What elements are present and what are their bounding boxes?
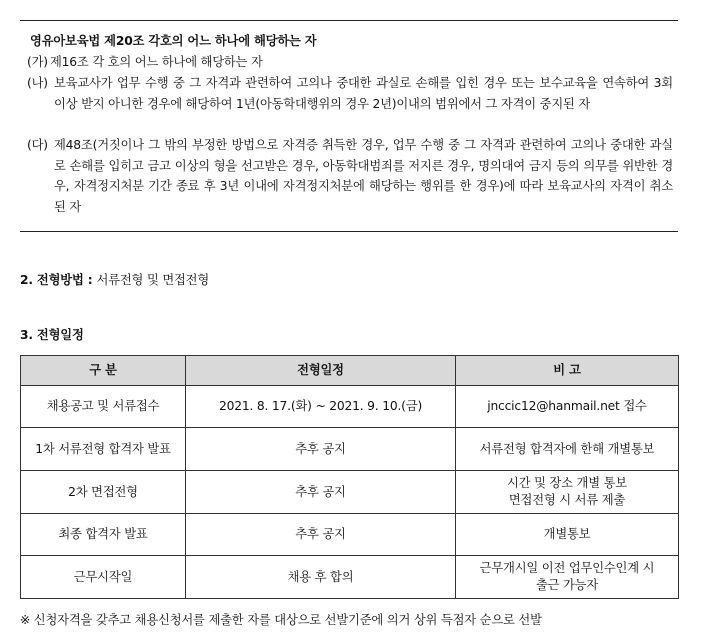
column-header-category: 구 분 xyxy=(21,356,186,386)
row-category: 최종 합격자 발표 xyxy=(21,514,186,556)
column-header-remarks: 비 고 xyxy=(456,356,679,386)
criterion-text: 제16조 각 호의 어느 하나에 해당하는 자 xyxy=(50,55,263,69)
section-schedule-heading xyxy=(20,325,84,343)
section-selection-method xyxy=(20,270,209,288)
row-schedule: 2021. 8. 17.(화) ~ 2021. 9. 10.(금) xyxy=(186,386,456,428)
criterion-item xyxy=(27,52,673,73)
table-row xyxy=(21,428,679,471)
row-category: 2차 면접전형 xyxy=(21,471,186,514)
table-row xyxy=(21,556,679,599)
row-schedule: 채용 후 합의 xyxy=(186,556,456,599)
row-remarks xyxy=(456,386,679,428)
row-category: 채용공고 및 서류접수 xyxy=(21,386,186,428)
remark-line: 개별통보 xyxy=(543,527,591,541)
remark-line: 면접전형 시 서류 제출 xyxy=(508,493,626,507)
table-row xyxy=(21,471,679,514)
row-remarks xyxy=(456,514,679,556)
table-header-row xyxy=(21,356,679,386)
criterion-marker: (가) xyxy=(27,55,48,69)
section-separator: : xyxy=(83,273,97,287)
criterion-text: 보육교사가 업무 수행 중 그 자격과 관련하여 고의나 중대한 과실로 손해를 입힌 경우 또는 보수교육을 연속하여 3회 이상 받지 아니한 경우에 해당하여 1년(아동학대행위의 경우 2년)이내의 범위에서 그 자격이 중지된 자 xyxy=(54,76,673,111)
criterion-marker: (다) xyxy=(27,138,48,152)
row-category: 근무시작일 xyxy=(21,556,186,599)
table-row xyxy=(21,386,679,428)
section-content: 서류전형 및 면접전형 xyxy=(96,273,210,287)
remark-line: 출근 가능자 xyxy=(535,578,599,592)
row-category: 1차 서류전형 합격자 발표 xyxy=(21,428,186,471)
qualification-box xyxy=(20,20,678,232)
criterion-item xyxy=(27,135,673,217)
row-schedule: 추후 공지 xyxy=(186,471,456,514)
table-row xyxy=(21,514,679,556)
row-remarks xyxy=(456,428,679,471)
footnote: ※ 신청자격을 갖추고 채용신청서를 제출한 자를 대상으로 선발기준에 의거 상위 득점자 순으로 선발 xyxy=(20,613,542,627)
criterion-text: 제48조(거짓이나 그 밖의 부정한 방법으로 자격증 취득한 경우, 업무 수행 중 그 자격과 관련하여 고의나 중대한 과실로 손해를 입히고 금고 이상의 형을 선고받은 경우, 아동학대범죄를 저지른 경우, 명의대여 금지 등의 의무를 위반한 경우, 자격정지처분 기간 종료 후 3년 이내에 자격정지처분에 해당하는 행위를 한 경우)에 따라 보육교사의 자격이 취소된 자 xyxy=(54,138,673,214)
qualification-title: 영유아보육법 제20조 각호의 어느 하나에 해당하는 자 xyxy=(30,34,317,48)
remark-line: 서류전형 합격자에 한해 개별통보 xyxy=(479,441,655,456)
row-schedule: 추후 공지 xyxy=(186,514,456,556)
remark-line: 시간 및 장소 개별 통보 xyxy=(507,476,627,490)
remark-line: 근무개시일 이전 업무인수인계 시 xyxy=(479,561,655,575)
section-heading: 2. 전형방법 xyxy=(20,273,84,287)
row-remarks xyxy=(456,471,679,514)
schedule-table xyxy=(20,355,679,599)
criterion-item xyxy=(27,73,673,114)
remark-line: jnccic12@hanmail.net 접수 xyxy=(487,399,647,413)
row-remarks xyxy=(456,556,679,599)
criterion-marker: (나) xyxy=(27,76,48,90)
section-heading: 3. 전형일정 xyxy=(20,328,84,342)
column-header-schedule: 전형일정 xyxy=(186,356,456,386)
row-schedule: 추후 공지 xyxy=(186,428,456,471)
